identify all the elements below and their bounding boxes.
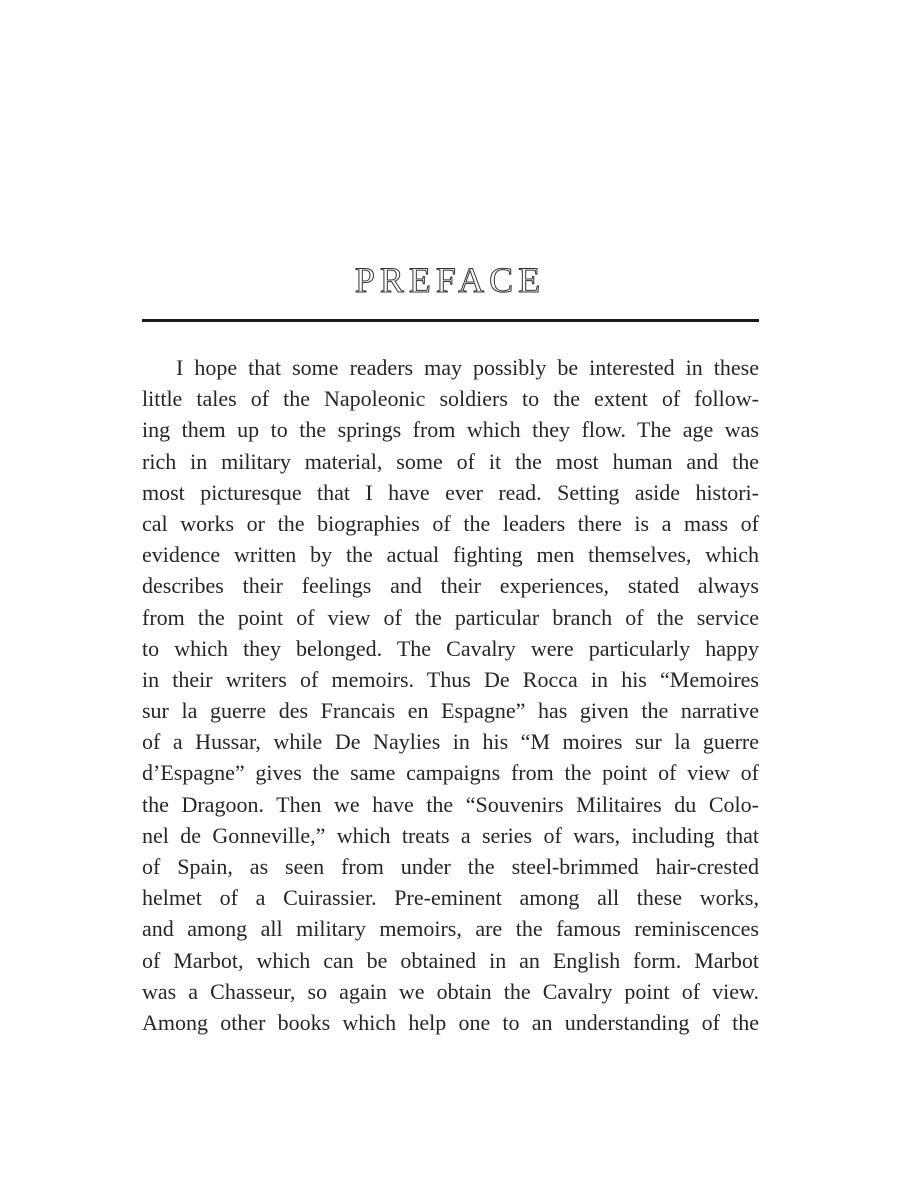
text-line: of a Hussar, while De Naylies in his “M moires sur la guerre	[142, 729, 759, 755]
text-line: most picturesque that I have ever read. Setting aside histori-	[142, 479, 759, 505]
text-line: in their writers of memoirs. Thus De Rocca in his “Memoires	[142, 666, 759, 692]
text-line: Among other books which help one to an understanding of the	[142, 1009, 759, 1035]
text-line: of Spain, as seen from under the steel-brimmed hair-crested	[142, 854, 759, 879]
text-line: ing them up to the springs from which they flow. The age was	[142, 417, 759, 443]
text-line: was a Chasseur, so again we obtain the Cavalry point of view.	[142, 978, 759, 1004]
preface-paragraph	[142, 352, 759, 1038]
text-line: of Marbot, which can be obtained in an English form. Marbot	[142, 947, 759, 973]
text-line: the Dragoon. Then we have the “Souvenirs Militaires du Colo-	[142, 791, 759, 817]
heading-rule	[142, 319, 759, 322]
text-line: describes their feelings and their experiences, stated always	[142, 573, 759, 599]
text-line: and among all military memoirs, are the famous reminiscences	[142, 916, 759, 942]
text-line: helmet of a Cuirassier. Pre-eminent among all these works,	[142, 885, 759, 911]
text-line: from the point of view of the particular branch of the service	[142, 604, 759, 630]
text-line: evidence written by the actual fighting men themselves, which	[142, 542, 759, 568]
text-line: little tales of the Napoleonic soldiers to the extent of follow-	[142, 386, 759, 412]
text-line: rich in military material, some of it the most human and the	[142, 448, 759, 474]
text-line: sur la guerre des Francais en Espagne” has given the narrative	[142, 698, 759, 724]
text-line: cal works or the biographies of the leaders there is a mass of	[142, 510, 759, 536]
chapter-heading: PREFACE	[354, 260, 546, 300]
text-line: d’Espagne” gives the same campaigns from the point of view of	[142, 760, 759, 786]
text-line: I hope that some readers may possibly be interested in these	[176, 355, 759, 380]
text-line: nel de Gonneville,” which treats a series of wars, including that	[142, 822, 759, 848]
text-line: to which they belonged. The Cavalry were particularly happy	[142, 635, 759, 661]
